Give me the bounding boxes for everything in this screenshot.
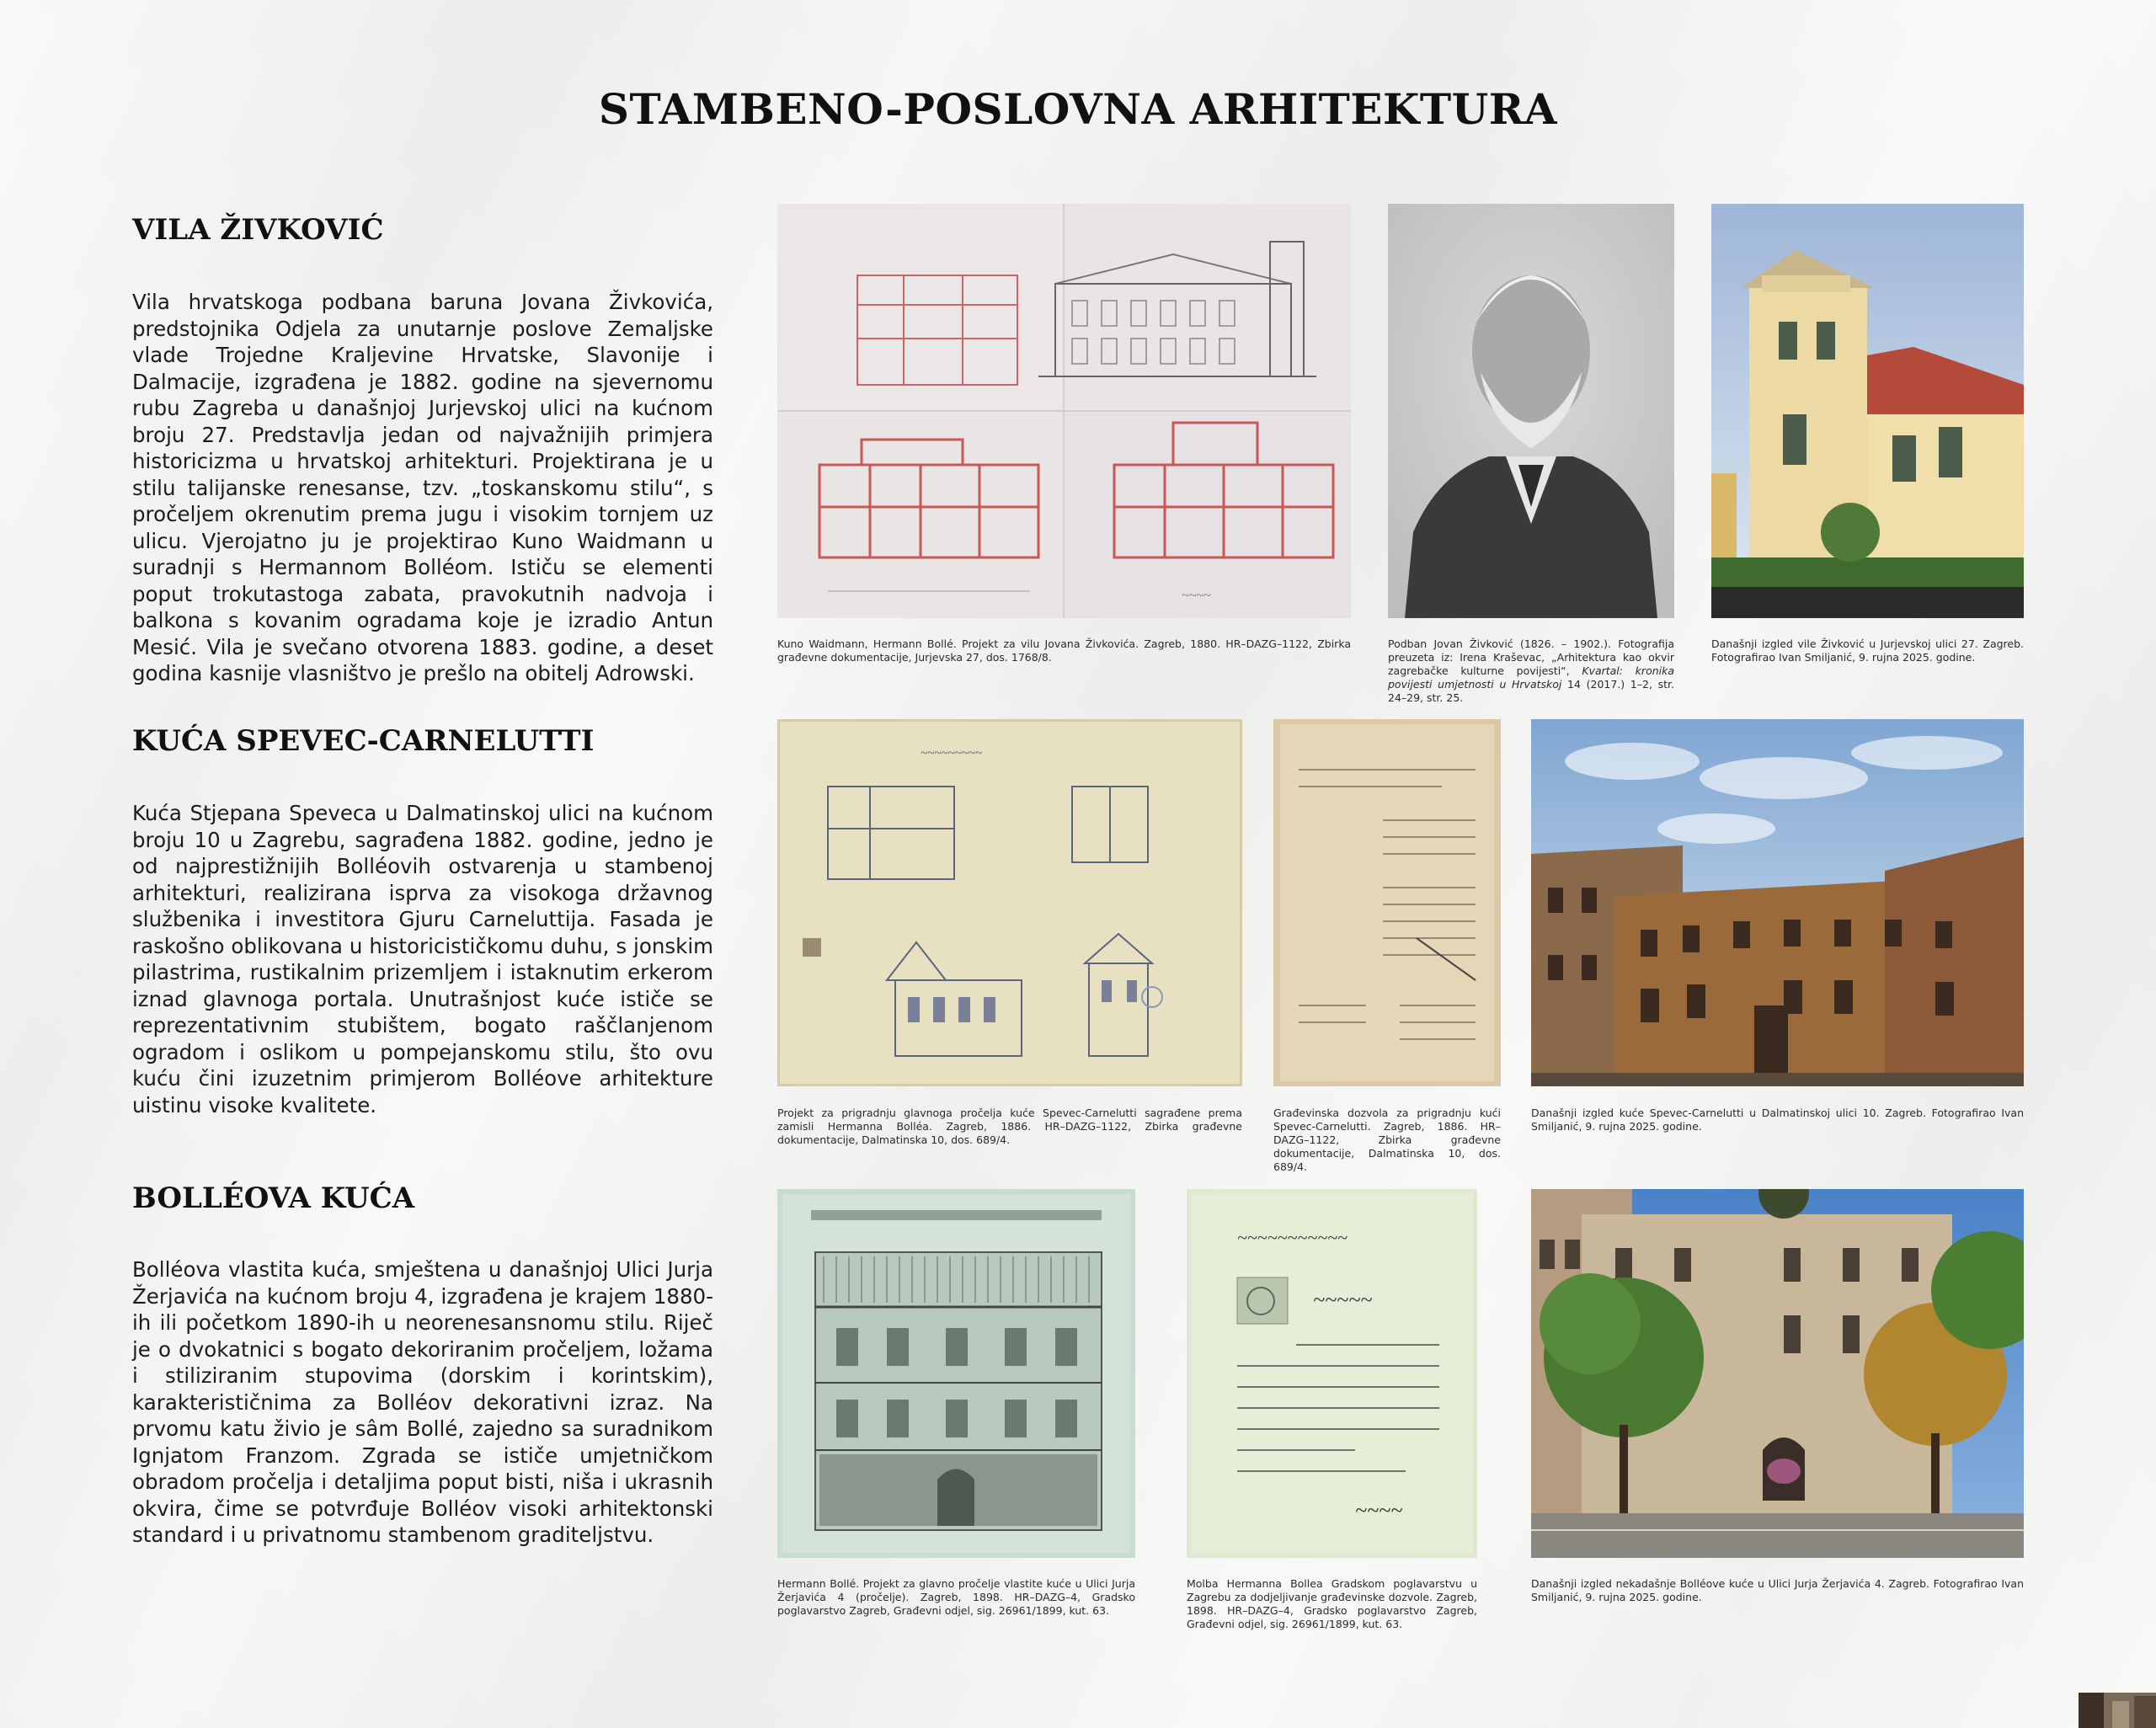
section-heading-kuca-spevec-carnelutti: KUĆA SPEVEC-CARNELUTTI xyxy=(132,724,595,758)
caption-handwritten-letter: Molba Hermanna Bollea Gradskom poglavarstvu u Zagrebu za dodjeljivanje građevinske dozvole. Zagreb, 1898. HR–DAZG–4, Gradsko poglavarstvo Zagreb, Građevni odjel, sig. 26961/1899, kut. 63. xyxy=(1187,1577,1477,1630)
svg-text:~~~~~~~~~: ~~~~~~~~~ xyxy=(921,747,983,760)
svg-text:~~~~: ~~~~ xyxy=(1182,589,1211,603)
section-heading-bolleova-kuca: BOLLÉOVA KUĆA xyxy=(132,1181,415,1215)
svg-text:~~~~~~~~~~~: ~~~~~~~~~~~ xyxy=(1237,1227,1348,1248)
section-body-kuca-spevec-carnelutti: Kuća Stjepana Speveca u Dalmatinskoj ulici na kućnom broju 10 u Zagrebu, sagrađena 1882. godine, jedno je od najprestižnijih Bolléovih ostvarenja u stambenoj arhitekturi, realizirana isprva za visokoga državnog službenika i investitora Gjuru Carneluttija. Fasada je raskošno oblikovana u historicističkomu duhu, s jonskim pilastrima, rustikalnim prizemljem i istaknutim erkerom iznad glavnoga portala. Unutrašnjost kuće ističe se reprezentativnim stubištem, bogato raščlanjenom ogradom i oslikom u pompejanskomu stilu, što ovu kuću čini izuzetnim primjerom Bolléove arhitekture uistinu visoke kvalitete. xyxy=(132,801,713,1117)
corner-thumbnail-image xyxy=(2079,1693,2156,1728)
facade-drawing-image xyxy=(777,1189,1135,1558)
document-scan-image xyxy=(1273,719,1501,1086)
handwritten-letter-image xyxy=(1187,1189,1477,1558)
caption-facade-drawing: Hermann Bollé. Projekt za glavno pročelje vlastite kuće u Ulici Jurja Žerjavića 4 (pročelje). Zagreb, 1898. HR–DAZG–4, Gradsko poglavarstvo Zagreb, Građevni odjel, sig. 26961/1899, kut. 63. xyxy=(777,1577,1135,1617)
caption-portrait-photo: Podban Jovan Živković (1826. – 1902.). Fotografija preuzeta iz: Irena Kraševac, „Arhitektura kao okvir zagrebačke kulturne povijesti“, Kvartal: kronika povijesti umjetnosti u Hrvatskoj 14 (2017.) 1–2, str. 24–29, str. 25. xyxy=(1388,637,1675,704)
caption-architectural-drawing: Projekt za prigradnju glavnoga pročelja kuće Spevec-Carnelutti sagrađene prema zamisli Hermanna Bolléa. Zagreb, 1886. HR–DAZG–1122, Zbirka građevne dokumentacije, Dalmatinska 10, dos. 689/4. xyxy=(777,1107,1242,1146)
page-title: STAMBENO-POSLOVNA ARHITEKTURA xyxy=(598,84,1558,134)
caption-kuca-spevec-photo: Današnji izgled kuće Spevec-Carnelutti u Dalmatinskoj ulici 10. Zagreb. Fotografirao Ivan Smiljanić, 9. rujna 2025. godine. xyxy=(1531,1107,2024,1133)
building-photo-vila-zivkovic xyxy=(1711,204,2024,618)
section-heading-vila-zivkovic: VILA ŽIVKOVIĆ xyxy=(132,213,384,247)
building-photo-bolleova-kuca xyxy=(1531,1189,2024,1558)
architectural-drawing-image xyxy=(777,719,1242,1086)
caption-vila-photo: Današnji izgled vile Živković u Jurjevskoj ulici 27. Zagreb. Fotografirao Ivan Smiljanić, 9. rujna 2025. godine. xyxy=(1711,637,2024,664)
svg-text:~~~~~: ~~~~~ xyxy=(1313,1288,1373,1312)
portrait-photo-image xyxy=(1388,204,1674,618)
caption-document-scan: Građevinska dozvola za prigradnju kući Spevec-Carnelutti. Zagreb, 1886. HR–DAZG–1122, Zbirka građevne dokumentacije, Dalmatinska 10, dos. 689/4. xyxy=(1273,1107,1501,1173)
building-photo-kuca-spevec-carnelutti xyxy=(1531,719,2024,1086)
section-body-vila-zivkovic: Vila hrvatskoga podbana baruna Jovana Živkovića, predstojnika Odjela za unutarnje poslove Zemaljske vlade Trojedne Kraljevine Hrvatske, Slavonije i Dalmacije, izgrađena je 1882. godine na sjevernomu rubu Zagreba u današnjoj Jurjevskoj ulici na kućnom broju 27. Predstavlja jedan od najvažnijih primjera historicizma u hrvatskoj arhitekturi. Projektirana je u stilu talijanske renesanse, tzv. „toskanskomu stilu“, s pročeljem okrenutim prema jugu i visokim tornjem uz ulicu. Vjerojatno ju je projektirao Kuno Waidmann u suradnji s Hermannom Bolléom. Ističu se elementi poput trokutastoga zabata, pravokutnih nadvoja i balkona s kovanim ogradama koje je izradio Antun Mesić. Vila je svečano otvorena 1883. godine, a deset godina kasnije vlasništvo je prešlo na obitelj Adrowski. xyxy=(132,290,713,685)
caption-architectural-drawing: Kuno Waidmann, Hermann Bollé. Projekt za vilu Jovana Živkovića. Zagreb, 1880. HR–DAZG–1122, Zbirka građevne dokumentacije, Jurjevska 27, dos. 1768/8. xyxy=(777,637,1351,664)
architectural-drawing-image xyxy=(777,204,1351,618)
section-body-bolleova-kuca: Bolléova vlastita kuća, smještena u današnjoj Ulici Jurja Žerjavića na kućnom broju 4, izgrađena je krajem 1880-ih ili početkom 1890-ih u neorenesansnomu stilu. Riječ je o dvokatnici s bogato dekoriranim pročeljem, ložama i stiliziranim stupovima (dorskim i korintskim), karakterističnima za Bolléov dekorativni izraz. Na prvomu katu živio je sâm Bollé, zajedno sa suradnikom Ignjatom Franzom. Zgrada se ističe umjetničkom obradom pročelja i detaljima poput bisti, niša i ukrasnih okvira, čime se potvrđuje Bolléov visoki arhitektonski standard i u privatnomu stambenom graditeljstvu. xyxy=(132,1257,713,1547)
svg-text:~~~~: ~~~~ xyxy=(1355,1498,1403,1523)
caption-bolleova-kuca-photo: Današnji izgled nekadašnje Bolléove kuće u Ulici Jurja Žerjavića 4. Zagreb. Fotografirao Ivan Smiljanić, 9. rujna 2025. godine. xyxy=(1531,1577,2024,1603)
